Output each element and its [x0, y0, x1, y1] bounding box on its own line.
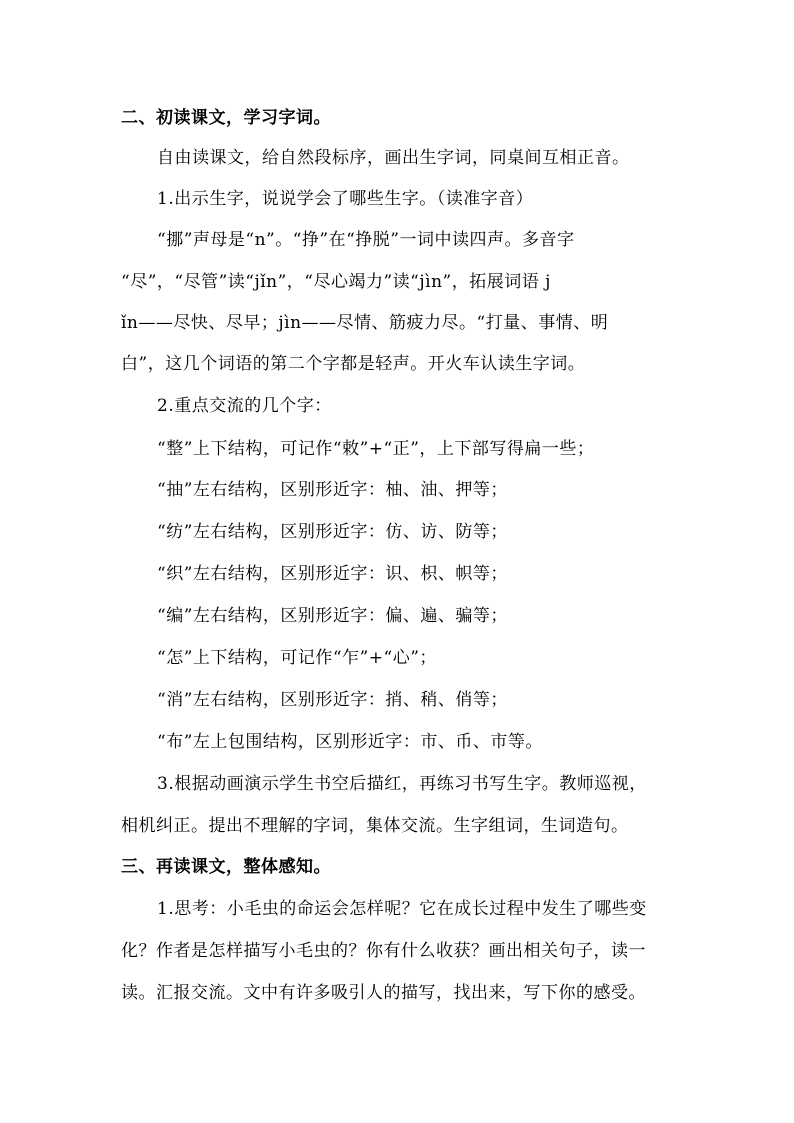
section-intro: 自由读课文，给自然段标序，画出生字词，同桌间互相正音。 — [157, 148, 630, 168]
item-1-title: 1.出示生字，说说学会了哪些生字。（读准字音） — [157, 189, 534, 209]
char-note: “织”左右结构，区别形近字：识、枳、帜等； — [157, 564, 508, 584]
char-note: “布”左上包围结构，区别形近字：市、币、市等。 — [157, 732, 543, 752]
section-3-item-line: 化？作者是怎样描写小毛虫的？你有什么收获？画出相关句子，读一 — [121, 941, 646, 961]
item-1-line: “挪”声母是“n”。“挣”在“挣脱”一词中读四声。多音字 — [157, 230, 575, 250]
item-2-title: 2.重点交流的几个字： — [157, 396, 332, 416]
section-3-item-line: 1.思考：小毛虫的命运会怎样呢？它在成长过程中发生了哪些变 — [157, 899, 647, 919]
item-1-line: 白”，这几个词语的第二个字都是轻声。开火车认读生字词。 — [121, 354, 586, 374]
section-3-item-line: 读。汇报交流。文中有许多吸引人的描写，找出来，写下你的感受。 — [121, 983, 646, 1003]
char-note: “纺”左右结构，区别形近字：仿、访、防等； — [157, 522, 508, 542]
section-heading-3: 三、再读课文，整体感知。 — [121, 857, 331, 877]
char-note: “怎”上下结构，可记作“乍”+“心”； — [157, 648, 437, 668]
char-note: “整”上下结构，可记作“敕”+“正”，上下部写得扁一些； — [157, 439, 595, 459]
char-note: “抽”左右结构，区别形近字：柚、油、押等； — [157, 480, 508, 500]
char-note: “编”左右结构，区别形近字：偏、遍、骗等； — [157, 606, 508, 626]
item-1-line: “尽”，“尽管”读“jǐn”，“尽心竭力”读“jìn”，拓展词语 j — [121, 272, 551, 292]
item-1-line: ǐn——尽快、尽早；jìn——尽情、筋疲力尽。“打量、事情、明 — [121, 313, 609, 333]
item-3-line: 相机纠正。提出不理解的字词，集体交流。生字组词，生词造句。 — [121, 816, 629, 836]
char-note: “消”左右结构，区别形近字：捎、稍、俏等； — [157, 690, 508, 710]
item-3-line: 3.根据动画演示学生书空后描红，再练习书写生字。教师巡视， — [157, 774, 647, 794]
section-heading-2: 二、初读课文，学习字词。 — [121, 108, 331, 128]
